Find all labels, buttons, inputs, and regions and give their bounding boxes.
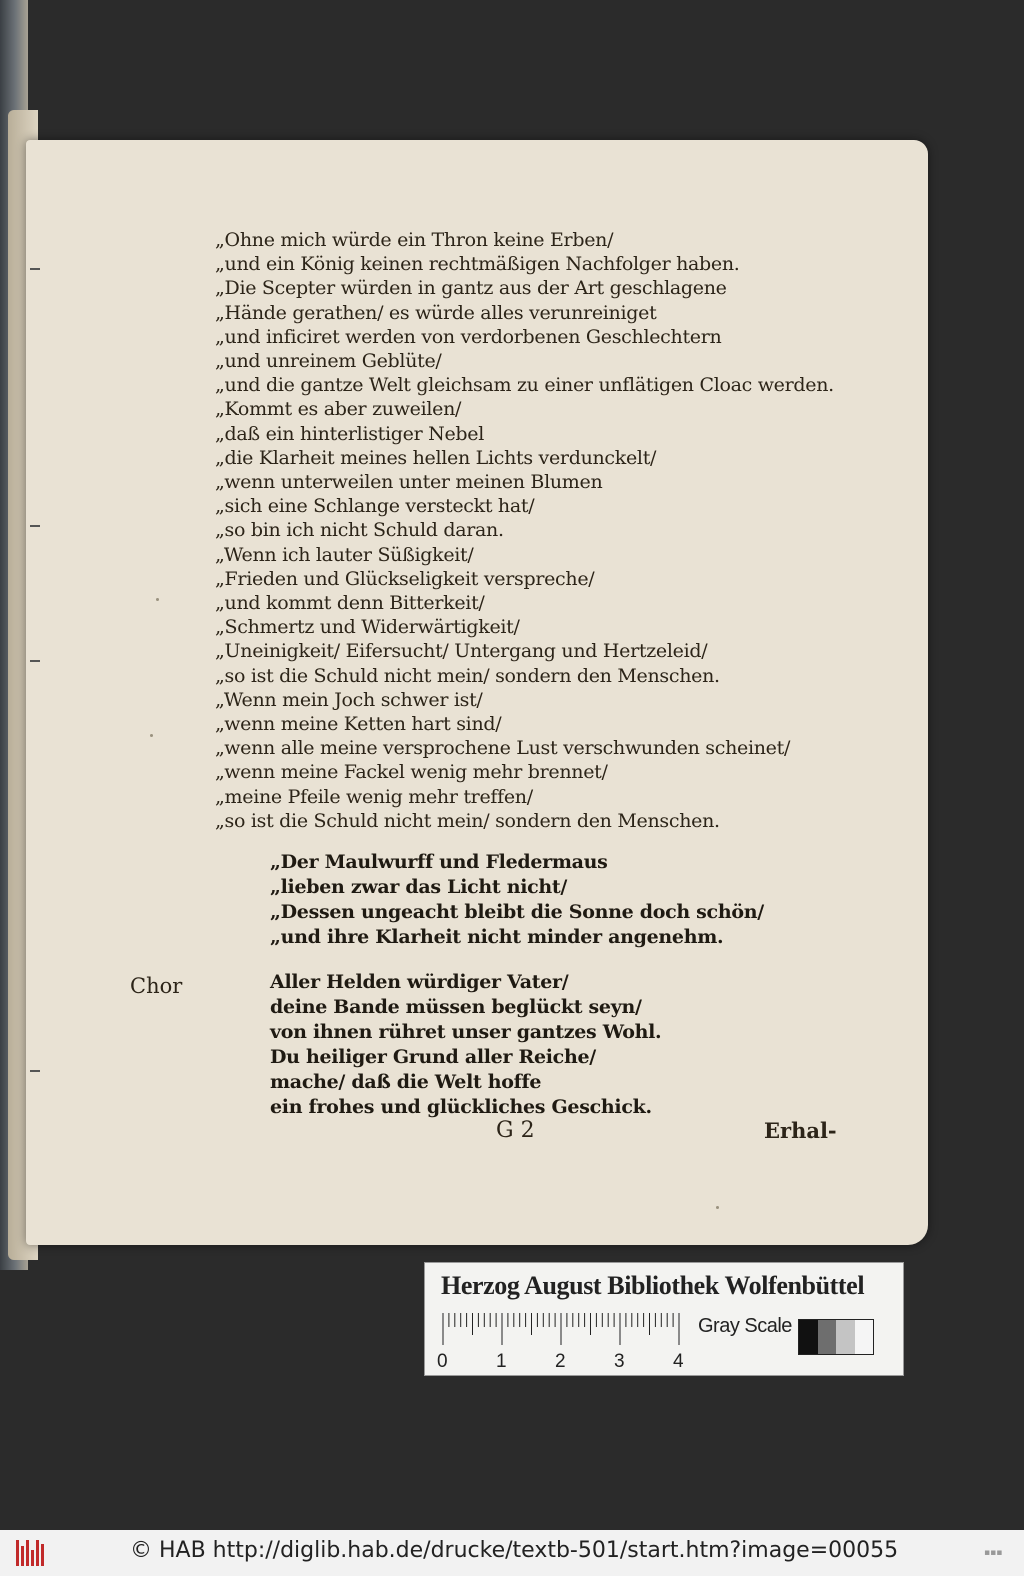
verse-line: „Wenn ich lauter Süßigkeit/ — [215, 543, 474, 566]
verse-line: „daß ein hinterlistiger Nebel — [215, 422, 484, 445]
verse-line: „Uneinigkeit/ Eifersucht/ Untergang und Hertzeleid/ — [215, 640, 708, 663]
chorus-label: Chor — [130, 974, 183, 998]
verse-line: „und inficiret werden von verdorbenen Geschlechtern — [215, 325, 722, 348]
page-margin-mark — [30, 525, 40, 527]
ink-speck — [716, 1206, 719, 1209]
gray-swatch — [799, 1320, 818, 1354]
verse-line: „Kommt es aber zuweilen/ — [215, 398, 462, 421]
verse-line: „Hände gerathen/ es würde alles verunreiniget — [215, 301, 657, 324]
chorus-line: Du heiliger Grund aller Reiche/ — [270, 1046, 596, 1068]
verse-line: „so bin ich nicht Schuld daran. — [215, 519, 504, 542]
emphasized-verse-line: „und ihre Klarheit nicht minder angenehm. — [270, 926, 724, 948]
verse-line: „Die Scepter würden in gantz aus der Art geschlagene — [215, 277, 727, 300]
gray-swatch — [818, 1320, 837, 1354]
verse-line: „und kommt denn Bitterkeit/ — [215, 592, 485, 615]
library-color-card — [424, 1262, 904, 1376]
emphasized-verse-block — [270, 850, 764, 950]
gray-swatch — [836, 1320, 855, 1354]
chorus-block — [270, 970, 661, 1120]
verse-line: „sich eine Schlange versteckt hat/ — [215, 495, 535, 518]
footer-small-mark: ▪▪▪ — [984, 1548, 1003, 1558]
catchword: Erhal- — [764, 1118, 837, 1143]
verse-line: „wenn meine Ketten hart sind/ — [215, 713, 502, 736]
gray-swatch — [855, 1320, 874, 1354]
ruler-number: 1 — [496, 1351, 507, 1372]
emphasized-verse-line: „Der Maulwurff und Fledermaus — [270, 851, 608, 873]
signature-mark: G 2 — [496, 1118, 535, 1143]
chorus-line: von ihnen rühret unser gantzes Wohl. — [270, 1021, 662, 1043]
ink-speck — [150, 734, 153, 737]
chorus-line: ein frohes und glückliches Geschick. — [270, 1096, 652, 1118]
ruler-scale — [441, 1313, 687, 1345]
chorus-line: Aller Helden würdiger Vater/ — [270, 971, 569, 993]
verse-line: „wenn meine Fackel wenig mehr brennet/ — [215, 761, 608, 784]
page-margin-mark — [30, 1070, 40, 1072]
verse-line: „Schmertz und Widerwärtigkeit/ — [215, 616, 520, 639]
emphasized-verse-line: „Dessen ungeacht bleibt die Sonne doch schön/ — [270, 901, 764, 923]
verse-block — [215, 228, 834, 833]
gray-scale-swatches — [798, 1319, 874, 1355]
verse-line: „und ein König keinen rechtmäßigen Nachfolger haben. — [215, 253, 740, 276]
ruler-number: 0 — [437, 1351, 448, 1372]
verse-line: „und unreinem Geblüte/ — [215, 350, 442, 373]
verse-line: „wenn alle meine versprochene Lust verschwunden scheinet/ — [215, 737, 791, 760]
footer-url-text: © HAB http://diglib.hab.de/drucke/textb-501/start.htm?image=00055 — [130, 1538, 899, 1563]
verse-line: „und die gantze Welt gleichsam zu einer unflätigen Cloac werden. — [215, 374, 834, 397]
verse-line: „so ist die Schuld nicht mein/ sondern den Menschen. — [215, 809, 720, 832]
verse-line: „meine Pfeile wenig mehr treffen/ — [215, 785, 533, 808]
ruler-number: 3 — [614, 1351, 625, 1372]
library-name: Herzog August Bibliothek Wolfenbüttel — [441, 1271, 865, 1300]
ink-speck — [156, 598, 159, 601]
hab-logo-icon — [16, 1540, 46, 1566]
ruler-number: 2 — [555, 1351, 566, 1372]
gray-scale-label: Gray Scale — [698, 1315, 792, 1337]
verse-line: „Ohne mich würde ein Thron keine Erben/ — [215, 229, 614, 251]
verse-line: „Wenn mein Joch schwer ist/ — [215, 688, 483, 711]
ruler-number: 4 — [673, 1351, 684, 1372]
chorus-line: deine Bande müssen beglückt seyn/ — [270, 996, 642, 1018]
verse-line: „wenn unterweilen unter meinen Blumen — [215, 471, 603, 494]
verse-line: „die Klarheit meines hellen Lichts verdunckelt/ — [215, 446, 657, 469]
chorus-line: mache/ daß die Welt hoffe — [270, 1071, 542, 1093]
emphasized-verse-line: „lieben zwar das Licht nicht/ — [270, 876, 568, 898]
verse-line: „Frieden und Glückseligkeit verspreche/ — [215, 567, 595, 590]
page-margin-mark — [30, 268, 40, 270]
page-margin-mark — [30, 660, 40, 662]
footer-bar — [0, 1530, 1024, 1576]
verse-line: „so ist die Schuld nicht mein/ sondern den Menschen. — [215, 664, 720, 687]
